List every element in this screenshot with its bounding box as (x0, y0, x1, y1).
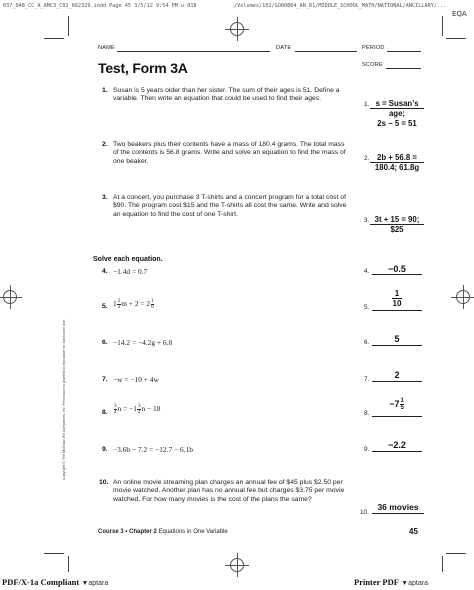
answer-line (372, 310, 422, 311)
equation-part: m + 2 = 2 (121, 299, 151, 309)
page-footer (98, 529, 228, 535)
fraction-denominator: 6 (151, 305, 154, 310)
answer-line-1: 3t + 15 = 90; (374, 215, 420, 224)
footer-chapter-title: Equations in One Variable (158, 529, 228, 535)
name-label: NAME (98, 45, 115, 51)
question-number: 4. (102, 268, 108, 275)
aptara-logo-icon: ▼aptara (401, 580, 428, 587)
answer-number: 10. (360, 509, 369, 516)
equation: −1.4d = 0.7 (113, 267, 148, 276)
answer-line (372, 381, 422, 382)
question-text: Susan is 5 years older than her sister. The sum of their ages is 51. Define a variable. Then write an equation that could be used to find their ages. (113, 87, 340, 103)
period-label: PERIOD (362, 45, 385, 51)
answer-number: 3. (364, 217, 370, 224)
equation-part: n = −1 (117, 404, 137, 414)
question-number: 1. (102, 87, 108, 94)
registration-mark (3, 290, 17, 304)
question-number: 9. (102, 446, 108, 453)
crop-mark (68, 556, 69, 572)
answer-fraction (392, 289, 402, 308)
answer-denominator: 10 (392, 299, 402, 308)
crop-mark (68, 16, 69, 36)
fraction-denominator: 3 (117, 305, 121, 310)
equation: −w = −10 + 4w (113, 375, 159, 384)
answer-line (372, 451, 422, 452)
question-number: 10. (99, 479, 109, 486)
crop-mark (442, 16, 443, 36)
question-text: At a concert, you purchase 3 T-shirts and a concert program for a total cost of $90. The program cost $15 and the T-shirts all cost the same. Write and solve an equation to find the cost of one T-shirt. (113, 194, 347, 218)
equation: −3.6b − 7.2 = −12.7 − 6.1b (113, 445, 193, 454)
aptara-logo-icon: ▼aptara (81, 580, 109, 587)
fraction-denominator: 4 (137, 410, 141, 415)
aptara-logo-text: aptara (88, 580, 109, 587)
registration-mark (230, 558, 244, 572)
answer-number: 2. (364, 155, 370, 162)
answer-line-1: 2b + 56.8 = (377, 153, 417, 162)
question-number: 3. (102, 194, 108, 201)
answer-number: 9. (364, 446, 370, 453)
score-label: SCORE (362, 62, 383, 68)
copyright-notice: Copyright © The McGraw-Hill Companies, Inc. Permission is granted to reproduce for classroom use. (62, 319, 66, 480)
answer-number: 1. (364, 101, 370, 108)
registration-mark (230, 22, 244, 36)
date-label: DATE (276, 45, 292, 51)
pdf-compliance-label (2, 577, 108, 587)
question-number: 6. (102, 339, 108, 346)
equation-whole: 1 (113, 299, 117, 309)
footer-course: Course 3 (98, 529, 124, 535)
crop-mark (44, 553, 64, 554)
crop-mark (442, 556, 443, 572)
answer-value: 5 (394, 334, 400, 344)
answer-denominator: 5 (400, 405, 404, 411)
page-number: 45 (409, 527, 418, 536)
answer-numerator: 1 (392, 289, 402, 299)
printer-pdf-text: Printer PDF (354, 577, 399, 587)
answer-value: 36 movies (377, 502, 419, 512)
answer-number: 8. (364, 410, 370, 417)
page-title: Test, Form 3A (98, 60, 188, 76)
answer-value: −2.2 (388, 440, 406, 450)
equation: −14.2 = −4.2g + 6.8 (113, 338, 173, 347)
equation-part: n − 18 (141, 404, 161, 414)
name-field-line[interactable] (117, 51, 270, 52)
question-text: Two beakers plus their contents have a mass of 180.4 grams. The total mass of the contents is 56.8 grams. Write and solve an equation to find the mass of one beaker. (113, 141, 346, 165)
answer-number: 5. (364, 304, 370, 311)
answer-numerator: 1 (400, 398, 404, 404)
answer-line (372, 274, 422, 275)
fraction-numerator: 2 (117, 299, 121, 304)
answer-value (372, 289, 422, 308)
answer-number: 6. (364, 339, 370, 346)
crop-mark (446, 553, 466, 554)
printer-pdf-label (354, 577, 428, 587)
registration-mark (456, 290, 470, 304)
compliance-text: PDF/X-1a Compliant (2, 577, 80, 587)
fraction-denominator: 4 (114, 410, 117, 415)
answer-line-2: age; (388, 109, 406, 118)
answer-value (372, 398, 422, 411)
slug-right: /Volumes/102/GO00864_AN_R1/MIDDLE_SCHOOL_MATH/NATIONAL/ANCILLARY/... (234, 3, 447, 9)
crop-mark (44, 38, 64, 39)
equation (113, 299, 155, 310)
slug-left: 037_048_CC_A_AMC3_C02_662329.indd Page 45 3/5/12 9:54 PM u-018 (3, 3, 197, 9)
score-field-line[interactable] (386, 68, 421, 69)
answer-line-2: $25 (390, 225, 404, 234)
slug-code: EQA (452, 10, 467, 18)
equation (113, 404, 160, 415)
answer-value: 2 (394, 370, 400, 380)
answer-line (372, 513, 424, 514)
fraction-numerator: 1 (151, 299, 154, 304)
date-field-line[interactable] (295, 51, 357, 52)
answer-line (372, 345, 422, 346)
answer-line-2: 180.4; 61.8g (374, 163, 420, 172)
aptara-logo-text: aptara (408, 580, 428, 587)
answer-value: −0.5 (388, 264, 406, 274)
section-heading: Solve each equation. (93, 256, 163, 263)
answer-number: 4. (364, 268, 370, 275)
answer-fraction (400, 398, 404, 411)
fraction (114, 404, 118, 415)
fraction-numerator: 3 (137, 404, 141, 409)
footer-bullet: • (125, 529, 128, 535)
question-number: 7. (102, 376, 108, 383)
fraction (151, 299, 155, 310)
question-number: 2. (102, 141, 108, 148)
fraction-numerator: 3 (114, 404, 117, 409)
answer-number: 7. (364, 376, 370, 383)
question-number: 8. (102, 409, 108, 416)
answer-whole: −7 (389, 398, 400, 409)
crop-mark (446, 38, 466, 39)
question-text: An online movie streaming plan charges an annual fee of $45 plus $2.50 per movie watched. Another plan has no annual fee but charges $3.75 per movie watched. For how many movies is the cost of the plans the same? (113, 479, 345, 503)
answer-line-3: 2s − 5 = 51 (377, 119, 417, 128)
question-number: 5. (102, 303, 108, 310)
period-field-line[interactable] (387, 51, 421, 52)
answer-line (372, 416, 422, 417)
footer-chapter: Chapter 2 (129, 529, 157, 535)
answer-line-1: s = Susan’s (375, 99, 419, 108)
